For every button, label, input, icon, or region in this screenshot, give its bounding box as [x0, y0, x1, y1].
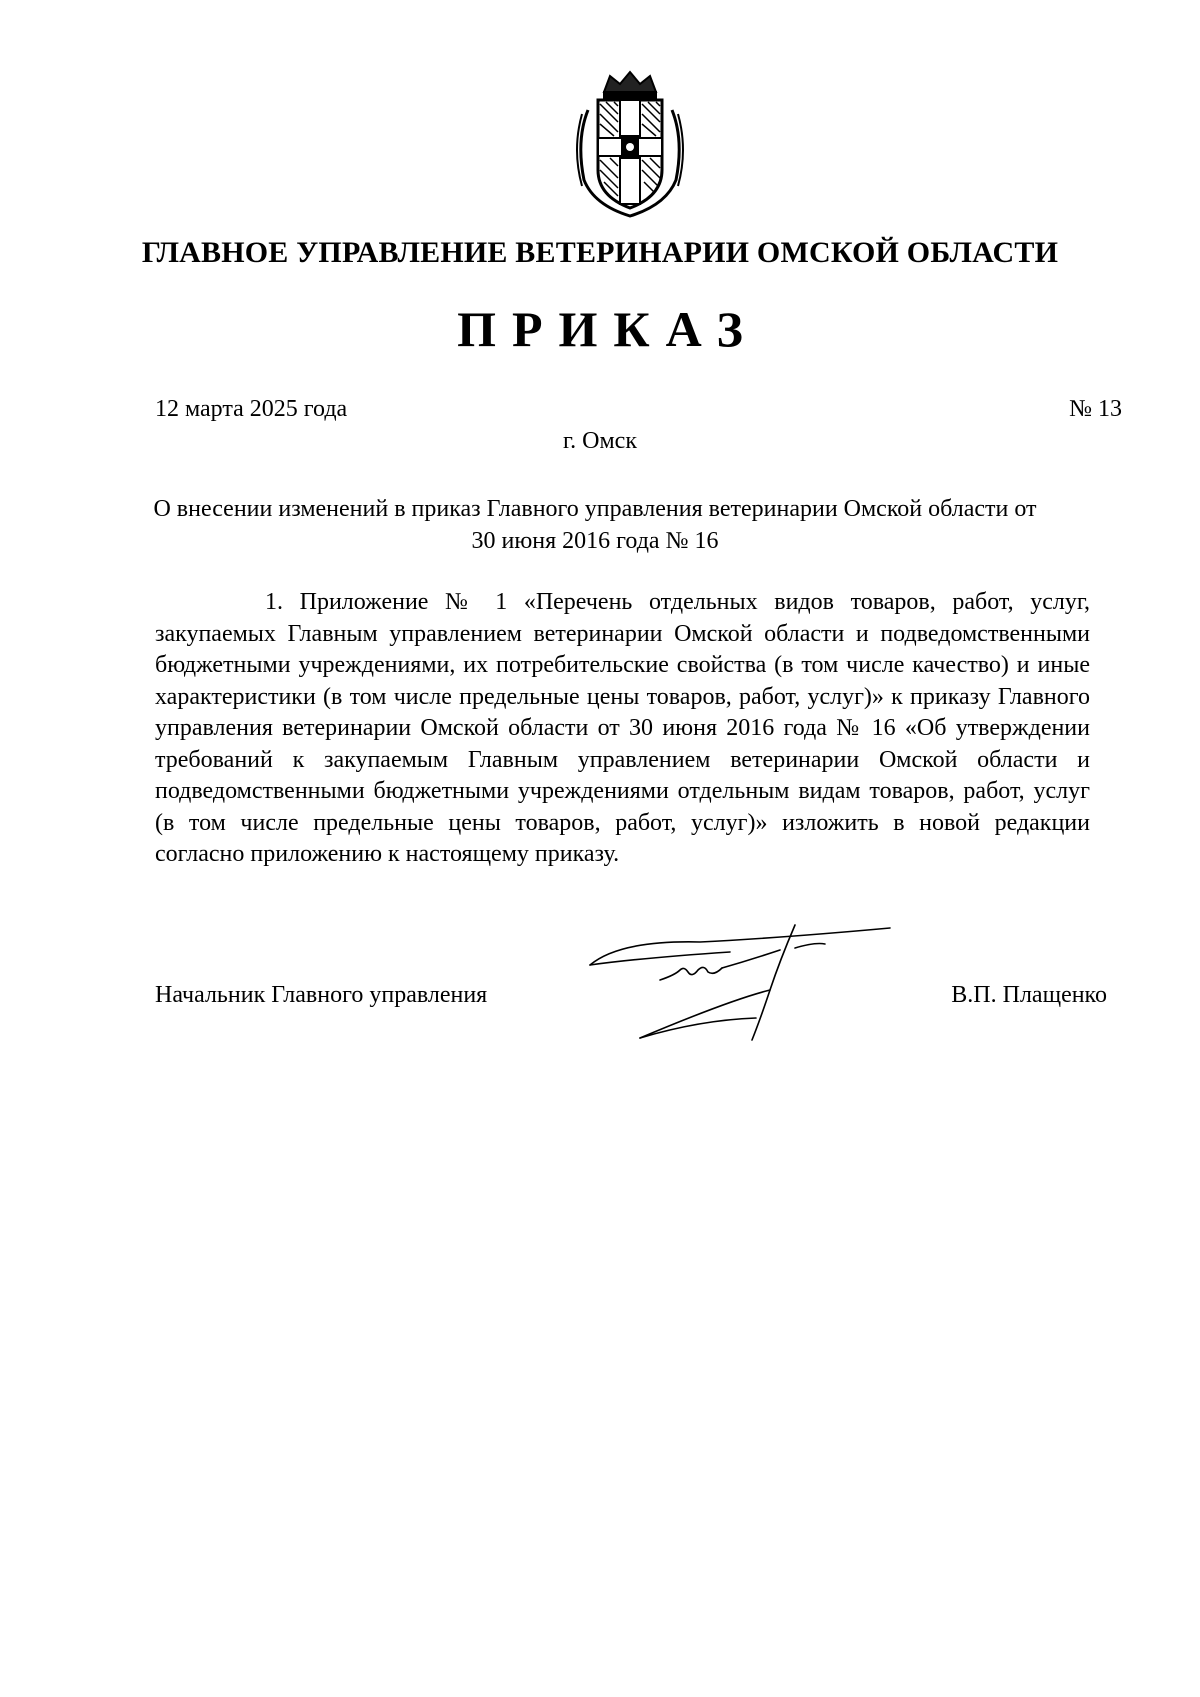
- coat-of-arms-icon: [574, 70, 686, 218]
- document-number: № 13: [1069, 396, 1122, 422]
- document-date: 12 марта 2025 года: [155, 396, 348, 422]
- organization-name: ГЛАВНОЕ УПРАВЛЕНИЕ ВЕТЕРИНАРИИ ОМСКОЙ ОБЛАСТИ: [141, 236, 1059, 269]
- document-subject: О внесении изменений в приказ Главного управления ветеринарии Омской области от 30 июня 2016 года № 16: [153, 496, 1037, 554]
- document-city: г. Омск: [563, 428, 637, 454]
- signatory-position: Начальник Главного управления: [155, 982, 488, 1008]
- handwritten-signature-icon: [580, 920, 900, 1045]
- body-paragraph: 1. Приложение № 1 «Перечень отдельных видов товаров, работ, услуг, закупаемых Главным управлением ветеринарии Омской области и подведомственными бюджетными учреждениями, их потребительские свойства (в том числе качество) и иные характеристики (в том числе предельные цены товаров, работ, услуг)» к приказу Главного управления ветеринарии Омской области от 30 июня 2016 года № 16 «Об утверждении требований к закупаемым Главным управлением ветеринарии Омской области и подведомственными бюджетными учреждениями отдельным видам товаров, работ, услуг (в том числе предельные цены товаров, работ, услуг)» изложить в новой редакции согласно приложению к настоящему приказу.: [155, 589, 1090, 867]
- signatory-name: В.П. Плащенко: [951, 982, 1107, 1008]
- document-type-title: ПРИКАЗ: [457, 301, 759, 357]
